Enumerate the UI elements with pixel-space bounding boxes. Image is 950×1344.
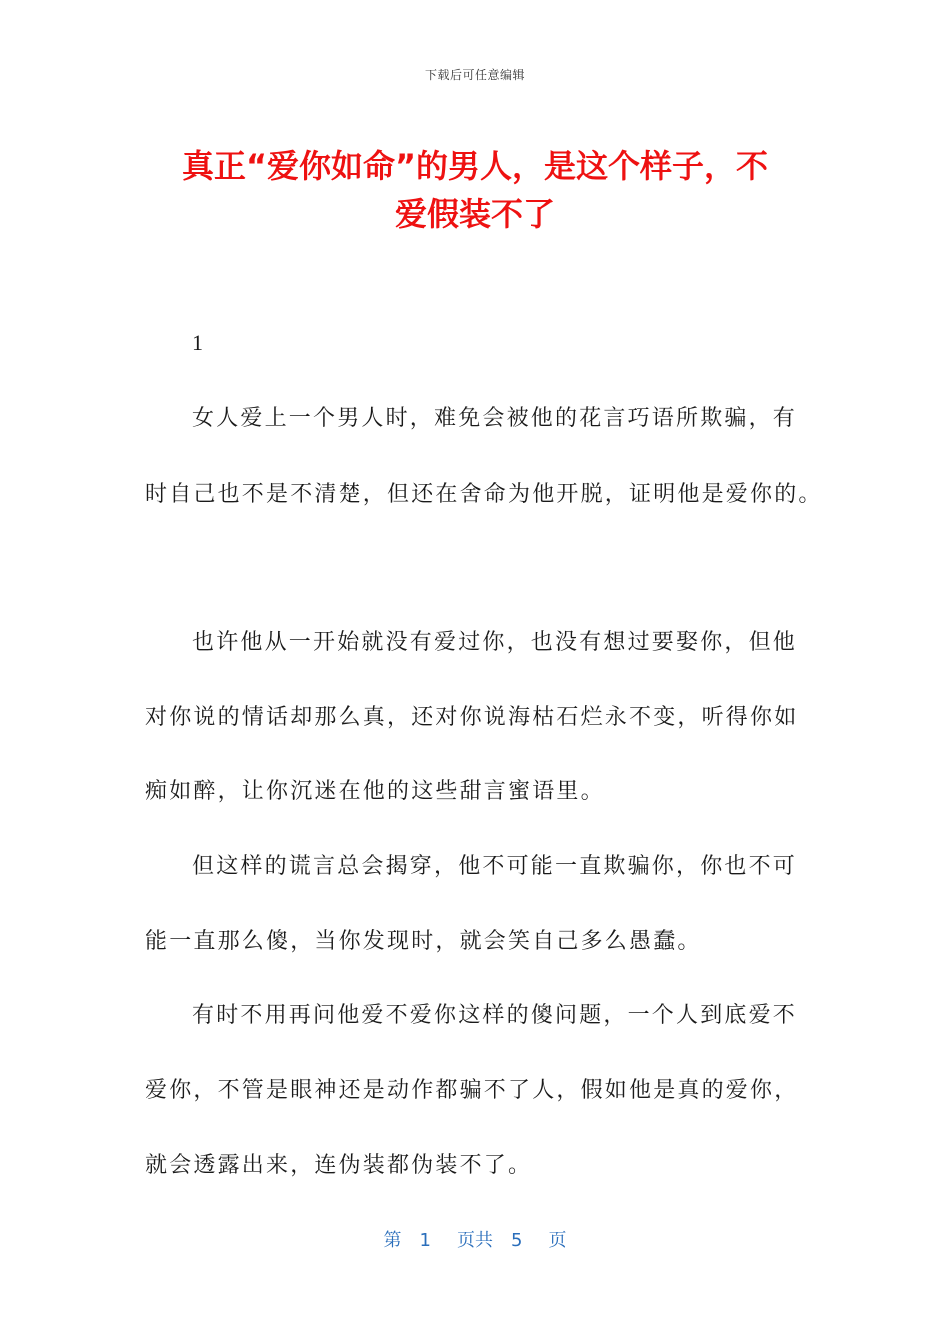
footer-prefix: 第	[383, 1230, 402, 1251]
paragraph-1-line-1: 女人爱上一个男人时，难免会被他的花言巧语所欺骗，有	[192, 406, 798, 431]
paragraph-1-line-2: 时自己也不是不清楚，但还在舍命为他开脱，证明他是爱你的。	[145, 482, 823, 507]
document-title-line-2: 爱假装不了	[394, 195, 555, 233]
paragraph-2-line-2: 对你说的情话却那么真，还对你说海枯石烂永不变，听得你如	[145, 705, 799, 730]
paragraph-4-line-3: 就会透露出来，连伪装都伪装不了。	[145, 1153, 533, 1178]
footer-suffix: 页	[548, 1230, 567, 1251]
document-title-line-1: 真正“爱你如命”的男人，是这个样子，不	[181, 147, 769, 185]
paragraph-4-line-1: 有时不用再问他爱不爱你这样的傻问题，一个人到底爱不	[192, 1003, 798, 1028]
paragraph-2-line-3: 痴如醉，让你沉迷在他的这些甜言蜜语里。	[145, 779, 605, 804]
section-number: 1	[192, 330, 203, 355]
page-footer	[0, 1226, 950, 1252]
paragraph-3-line-2: 能一直那么傻，当你发现时，就会笑自己多么愚蠢。	[145, 929, 702, 954]
footer-current-page: 1	[419, 1230, 431, 1251]
paragraph-2-line-1: 也许他从一开始就没有爱过你，也没有想过要娶你，但他	[192, 630, 798, 655]
footer-middle: 页共	[457, 1230, 493, 1251]
paragraph-3-line-1: 但这样的谎言总会揭穿，他不可能一直欺骗你，你也不可	[192, 854, 798, 879]
footer-total-pages: 5	[511, 1230, 523, 1251]
paragraph-4-line-2: 爱你，不管是眼神还是动作都骗不了人，假如他是真的爱你，	[145, 1078, 799, 1103]
header-note: 下载后可任意编辑	[424, 68, 525, 82]
